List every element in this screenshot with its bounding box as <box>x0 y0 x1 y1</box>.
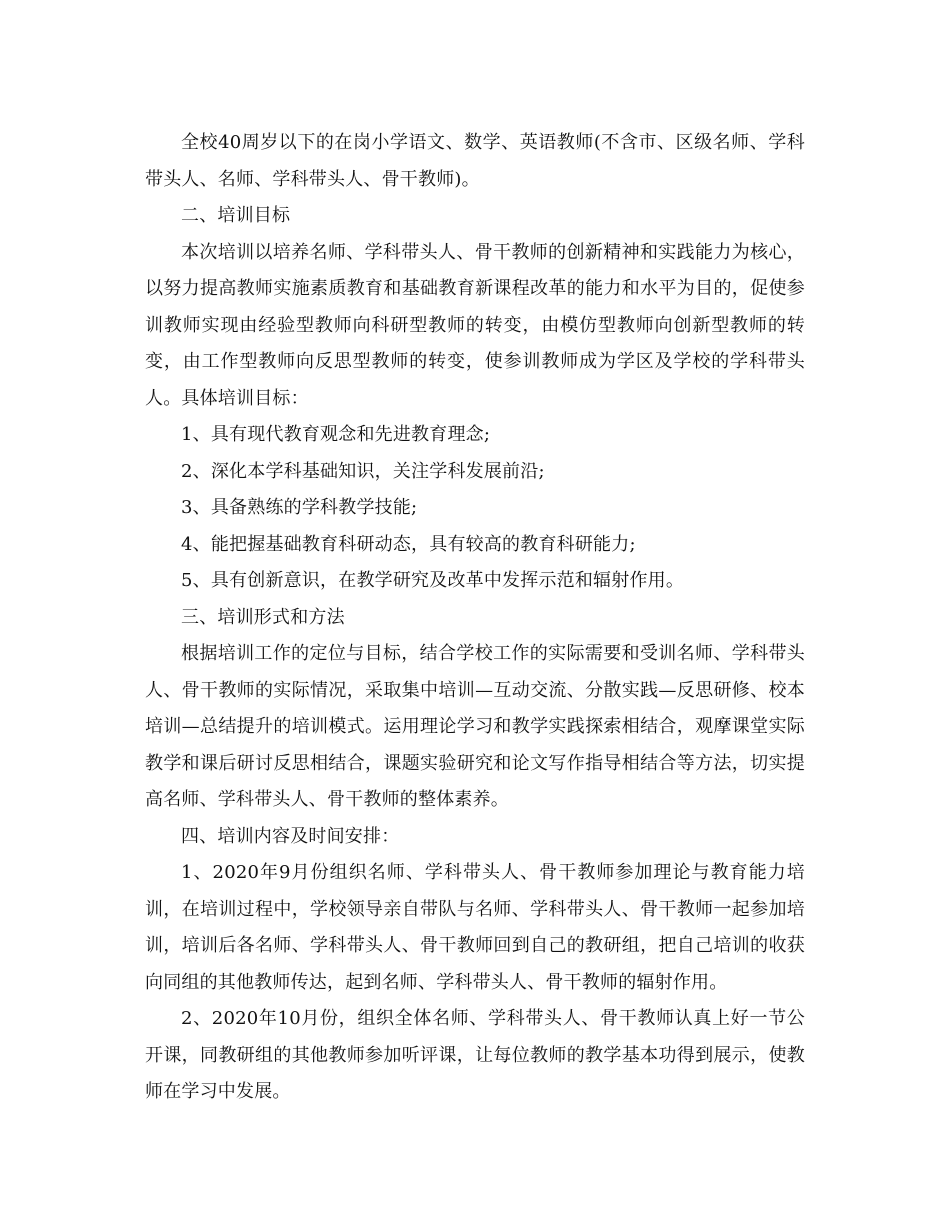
goal-item-4: 4、能把握基础教育科研动态，具有较高的教育科研能力; <box>181 533 636 555</box>
goals-paragraph: 本次培训以培养名师、学科带头人、骨干教师的创新精神和实践能力为核心，以努力提高教师实施素质教育和基础教育新课程改革的能力和水平为目的，促使参训教师实现由经验型教师向科研型教师的转变，由模仿型教师向创新型教师的转变，由工作型教师向反思型教师的转变，使参训教师成为学区及学校的学科带头人。具体培训目标： <box>145 241 805 409</box>
schedule-item-1: 1、2020年9月份组织名师、学科带头人、骨干教师参加理论与教育能力培训，在培训过程中，学校领导亲自带队与名师、学科带头人、骨干教师一起参加培训，培训后各名师、学科带头人、骨干教师回到自己的教研组，把自己培训的收获向同组的其他教师传达，起到名师、学科带头人、骨干教师的辐射作用。 <box>145 862 805 993</box>
scope-paragraph: 全校40周岁以下的在岗小学语文、数学、英语教师(不含市、区级名师、学科带头人、名师、学科带头人、骨干教师)。 <box>145 132 805 190</box>
goal-item-5: 5、具有创新意识，在教学研究及改革中发挥示范和辐射作用。 <box>181 570 685 591</box>
section-heading-training-methods: 三、培训形式和方法 <box>181 606 345 628</box>
goal-item-3: 3、具备熟练的学科教学技能; <box>181 497 418 518</box>
document-body <box>145 125 805 1111</box>
section-heading-content-schedule: 四、培训内容及时间安排： <box>181 825 400 847</box>
methods-paragraph: 根据培训工作的定位与目标，结合学校工作的实际需要和受训名师、学科带头人、骨干教师的实际情况，采取集中培训—互动交流、分散实践—反思研修、校本培训—总结提升的培训模式。运用理论学习和教学实践探索相结合，观摩课堂实际教学和课后研讨反思相结合，课题实验研究和论文写作指导相结合等方法，切实提高名师、学科带头人、骨干教师的整体素养。 <box>145 643 805 810</box>
section-heading-training-goals: 二、培训目标 <box>181 205 291 226</box>
goal-item-2: 2、深化本学科基础知识，关注学科发展前沿; <box>181 460 545 482</box>
goal-item-1: 1、具有现代教育观念和先进教育理念; <box>181 424 491 445</box>
schedule-item-2: 2、2020年10月份，组织全体名师、学科带头人、骨干教师认真上好一节公开课，同教研组的其他教师参加听评课，让每位教师的教学基本功得到展示，使教师在学习中发展。 <box>145 1008 805 1102</box>
